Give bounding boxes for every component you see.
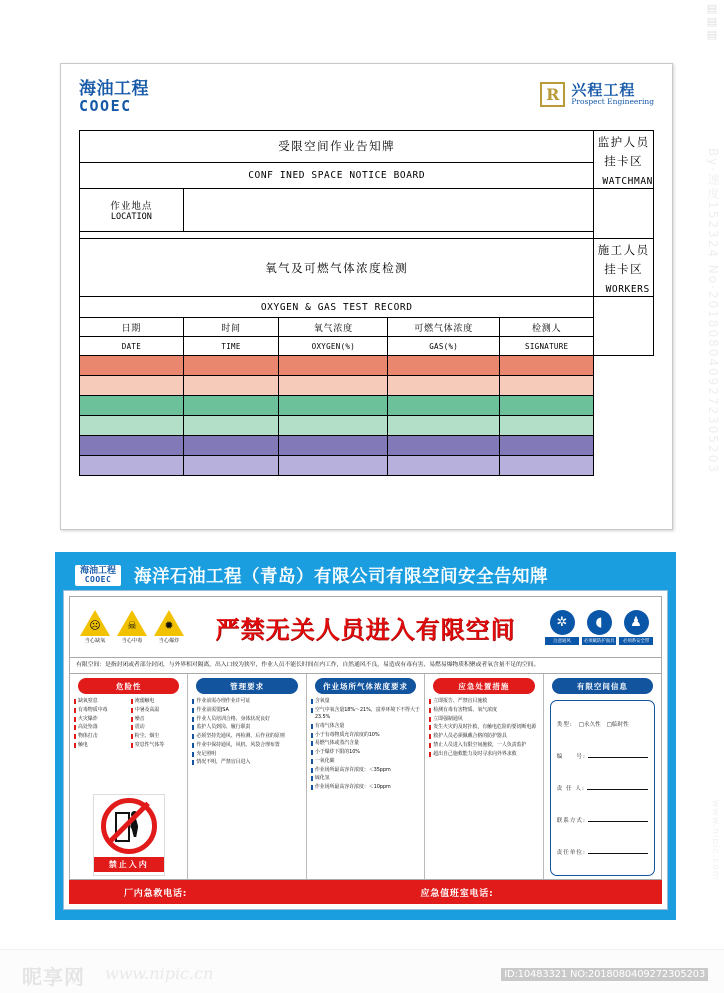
hazard-item: [131, 698, 184, 705]
watchman-card-zone[interactable]: [594, 189, 654, 239]
bullet-text: 充足照明: [196, 750, 217, 757]
prospect-mark-icon: R: [540, 82, 565, 107]
gas-record-cell[interactable]: [80, 396, 184, 416]
bullet-text: 超出自己施救能力及时寻求向外界求救: [433, 750, 517, 757]
bullet-text: 作业中保持通风，风机、风袋合理布置: [196, 741, 280, 748]
col-header-signature-cn: 检测人: [500, 318, 594, 337]
table-row: [80, 189, 654, 232]
col-header-time-en: TIME: [183, 337, 279, 356]
bullet-text: 缺氧窒息: [78, 698, 98, 705]
warning-triangle-icon: [154, 610, 184, 636]
bullet-text: 监护人员到岗、履行职责: [196, 724, 251, 731]
notice-title-cn: 受限空间作业告知牌: [80, 131, 594, 163]
bullet-text: 物体打击: [78, 733, 98, 740]
bullet-text: 触电: [78, 741, 88, 748]
watchman-label-en: WATCHMAN: [602, 176, 653, 187]
warning-caption: 当心爆炸: [158, 638, 180, 644]
hazard-item: [74, 742, 127, 749]
emergency-item: [429, 724, 538, 731]
col-header-gas-cn: 可燃气体浓度: [388, 318, 500, 337]
warning-banner: [69, 596, 662, 658]
table-row: [80, 239, 654, 297]
mandatory-icon-set: [545, 610, 657, 645]
gas-record-cell[interactable]: [80, 376, 184, 396]
duty-room-phone[interactable]: [366, 886, 663, 899]
bullet-icon: [429, 725, 431, 730]
notice-title-en: CONF INED SPACE NOTICE BOARD: [80, 162, 594, 188]
bullet-icon: [429, 708, 431, 713]
gas-record-cell[interactable]: [183, 376, 279, 396]
bullet-icon: [192, 699, 194, 704]
mandatory-caption: 注意通风: [545, 637, 579, 645]
mandatory-sign: [545, 610, 579, 645]
spacer-cell: [80, 232, 594, 239]
hazard-item: [131, 742, 184, 749]
hazard-item: [131, 707, 184, 714]
hazard-item: [131, 724, 184, 731]
bullet-icon: [429, 734, 431, 739]
bullet-icon: [74, 743, 76, 748]
column-hazards-header: 危险性: [78, 678, 179, 694]
bullet-icon: [192, 760, 194, 765]
banner-headline: 严禁无关人员进入有限空间: [215, 615, 516, 644]
col-header-gas-en: GAS(%): [388, 337, 500, 356]
warning-caption: 当心中毒: [121, 638, 143, 644]
site-url-watermark: www.nipic.cn: [105, 964, 214, 983]
gas-record-cell[interactable]: [388, 356, 500, 376]
prospect-logo-en: Prospect Engineering: [571, 97, 654, 107]
bullet-text: 禁止人员进入有限空间施救，一人负责监护: [433, 741, 527, 748]
bullet-icon: [131, 743, 133, 748]
bullet-text: 检测有毒有害物质、氧气浓度: [433, 706, 497, 713]
management-item: [192, 751, 301, 758]
bullet-text: 含氧量: [314, 698, 330, 705]
hazard-item: [74, 724, 127, 731]
space-info-field-input[interactable]: [587, 783, 648, 790]
bullet-text: 淹溺触电: [134, 698, 155, 705]
location-value-field[interactable]: [183, 189, 594, 232]
bullet-icon: [192, 708, 194, 713]
mandatory-circle-icon: ✲: [550, 610, 575, 635]
management-item: [192, 716, 301, 723]
gas-record-cell[interactable]: [500, 376, 594, 396]
emergency-item: [429, 751, 538, 758]
board-body: [63, 590, 668, 910]
column-emergency-measures-body: [429, 698, 538, 876]
prospect-engineering-logo: [540, 82, 654, 107]
bullet-text: 立即强制通风: [433, 715, 463, 722]
column-gas-requirements: [307, 674, 425, 879]
warning-sign: [115, 610, 149, 644]
bullet-icon: [311, 776, 313, 781]
hazard-item: [74, 733, 127, 740]
board-title: 海洋石油工程（青岛）有限公司有限空间安全告知牌: [134, 566, 549, 587]
gas-record-cell[interactable]: [500, 416, 594, 436]
space-info-field-label: 责 任 人:: [556, 786, 585, 792]
mandatory-circle-icon: ◖: [587, 610, 612, 635]
bullet-icon: [192, 717, 194, 722]
vertical-watermark: By·速度152324 No·2018080409272305203: [706, 148, 720, 474]
cooec-logo-en: COOEC: [79, 97, 132, 115]
col-header-signature-en: SIGNATURE: [500, 337, 594, 356]
gas-record-row[interactable]: [80, 416, 654, 436]
bullet-text: 作业前需办理作业许可证: [196, 698, 251, 705]
bullet-text: 噪音: [134, 715, 145, 722]
hazard-list-a: [74, 698, 127, 751]
board-cooec-logo: [75, 565, 121, 586]
bullet-text: 作业前需要JSA: [196, 706, 229, 713]
column-space-info: [544, 674, 661, 879]
warning-glyph-icon: ✹: [164, 619, 174, 632]
cooec-logo-cn: 海油工程: [79, 79, 149, 99]
bullet-text: 中暑及高温: [134, 706, 160, 713]
col-header-oxygen-en: OXYGEN(%): [279, 337, 388, 356]
hazard-item: [74, 698, 127, 705]
management-item: [192, 724, 301, 731]
board-logo-en: COOEC: [84, 574, 112, 584]
gas-requirement-item: [311, 723, 420, 730]
bullet-icon: [131, 699, 133, 704]
bullet-text: 火灾爆炸: [78, 715, 98, 722]
space-info-field-row: [557, 783, 648, 792]
bullet-icon: [74, 708, 76, 713]
space-type-label: 类型:: [556, 721, 573, 728]
bullet-text: 震动: [134, 724, 145, 731]
gas-record-cell[interactable]: [80, 436, 184, 456]
bullet-icon: [192, 752, 194, 757]
table-row: [80, 232, 654, 239]
gas-requirement-item: [311, 707, 420, 722]
gas-requirement-item: [311, 749, 420, 756]
bullet-text: 硫化氢: [314, 775, 330, 782]
bullet-icon: [192, 725, 194, 730]
gas-record-row[interactable]: [80, 456, 654, 476]
gas-record-cell[interactable]: [183, 436, 279, 456]
gas-requirement-item: [311, 784, 420, 791]
watchman-header-cell: [594, 131, 654, 189]
workers-card-zone[interactable]: [594, 297, 654, 356]
space-info-field-row: [557, 751, 648, 760]
table-row: [80, 297, 654, 318]
emergency-item: [429, 742, 538, 749]
gas-record-row[interactable]: [80, 356, 654, 376]
col-header-time-cn: 时间: [183, 318, 279, 337]
cooec-logo: [79, 81, 149, 114]
column-emergency-measures-header: 应急处置措施: [433, 678, 534, 694]
bullet-icon: [74, 717, 76, 722]
bullet-text: 一氧化碳: [314, 757, 335, 764]
workers-label-en: WORKERS: [605, 284, 650, 295]
gas-record-cell[interactable]: [183, 456, 279, 476]
no-entry-graphic: [93, 794, 165, 876]
gas-record-cell[interactable]: [279, 376, 388, 396]
workers-header-cell: [594, 239, 654, 297]
bullet-text: 立即报告、严禁盲目施救: [433, 698, 488, 705]
image-id-watermark: ID:10483321 NO:2018080409272305203: [501, 968, 708, 981]
plant-emergency-phone[interactable]: [69, 886, 366, 899]
col-header-date-en: DATE: [80, 337, 184, 356]
gas-record-title-en: OXYGEN & GAS TEST RECORD: [80, 297, 594, 318]
bullet-icon: [192, 734, 194, 739]
gas-requirement-item: [311, 758, 420, 765]
gas-record-cell[interactable]: [183, 356, 279, 376]
emergency-item: [429, 698, 538, 705]
bullet-icon: [311, 785, 313, 790]
location-label-en: LOCATION: [110, 212, 152, 222]
bullet-icon: [131, 725, 133, 730]
space-info-field-row: [557, 847, 648, 856]
space-info-field-label: 责任单位:: [556, 850, 586, 857]
vertical-watermark-small: www.nipic.com: [710, 800, 720, 881]
gas-record-row[interactable]: [80, 436, 654, 456]
gas-record-cell[interactable]: [279, 456, 388, 476]
bullet-text: 必须坚持先通风、再检测、后作业的原则: [196, 733, 285, 740]
management-item: [192, 759, 301, 766]
space-info-field-row: [557, 815, 648, 824]
bullet-icon: [311, 724, 313, 729]
warning-glyph-icon: ☹: [89, 619, 101, 632]
col-header-oxygen-cn: 氧气浓度: [279, 318, 388, 337]
prospect-logo-text: [571, 80, 654, 107]
warning-glyph-icon: ☠: [127, 619, 137, 632]
bullet-icon: [311, 741, 313, 746]
table-header-row: [80, 337, 654, 356]
bullet-text: 救护人员必须佩戴合格的防护器具: [433, 733, 507, 740]
col-header-date-cn: 日期: [80, 318, 184, 337]
column-gas-requirements-body: [311, 698, 420, 876]
bullet-text: 高处坠落: [78, 724, 98, 731]
location-label-cn: 作业地点: [110, 201, 153, 212]
space-type-option[interactable]: □临时性: [606, 721, 629, 728]
gas-record-cell[interactable]: [388, 396, 500, 416]
table-row: [80, 131, 654, 163]
management-item: [192, 698, 301, 705]
management-item: [192, 733, 301, 740]
bullet-icon: [131, 734, 133, 739]
gas-record-cell[interactable]: [279, 436, 388, 456]
space-info-form[interactable]: [550, 700, 655, 876]
gas-record-title-cn: 氧气及可燃气体浓度检测: [80, 239, 594, 297]
bullet-icon: [429, 717, 431, 722]
gas-record-cell[interactable]: [388, 456, 500, 476]
bullet-text: 小于爆炸下限的10%: [314, 749, 360, 756]
column-space-info-header: 有限空间信息: [552, 678, 653, 694]
column-gas-requirements-header: 作业场所气体浓度要求: [315, 678, 416, 694]
bullet-text: 空气中氧含量18%～21%，富养环境下不得大于23.5%: [314, 706, 420, 721]
gas-record-cell[interactable]: [388, 376, 500, 396]
space-info-field-label: 编 号:: [556, 753, 586, 760]
bullet-icon: [311, 768, 313, 773]
gas-record-cell[interactable]: [500, 436, 594, 456]
prospect-logo-cn: 兴程工程: [571, 80, 636, 99]
space-type-option[interactable]: □永久性: [578, 721, 601, 728]
bullet-text: 粉尘、烟尘: [134, 733, 160, 740]
duty-room-label: 应急值班室电话:: [420, 888, 494, 899]
board-logo-cn: 海油工程: [80, 565, 117, 576]
warning-caption: 当心缺氧: [84, 638, 106, 644]
space-info-field-input[interactable]: [588, 751, 648, 758]
emergency-item: [429, 733, 538, 740]
warning-sign: [152, 610, 186, 644]
bullet-text: 窒息性气体等: [134, 741, 165, 748]
bullet-icon: [131, 717, 133, 722]
warning-triangle-icon: [117, 610, 147, 636]
gas-requirement-item: [311, 732, 420, 739]
warning-triangle-icon: [80, 610, 110, 636]
bullet-icon: [429, 743, 431, 748]
workers-label-cn: 施工人员挂卡区: [597, 243, 650, 276]
column-hazards-body: [74, 698, 183, 790]
gas-record-cell[interactable]: [80, 416, 184, 436]
gas-requirement-item: [311, 740, 420, 747]
gas-record-cell[interactable]: [500, 356, 594, 376]
confined-space-definition: 有限空间：是指封闭或者部分封闭，与外界相对隔离，出入口较为狭窄，作业人员不能长时间在内工作，自然通风不良，易造成有毒有害、易燃易爆物质积聚或者氧含量不足的空间。: [69, 658, 662, 674]
no-entry-sign: [93, 794, 165, 876]
bullet-text: 作业场所最高容许浓度：＜10ppm: [314, 784, 391, 791]
gas-record-entry-rows: [80, 356, 654, 476]
mandatory-sign: [582, 610, 616, 645]
mandatory-circle-icon: ♟: [624, 610, 649, 635]
gas-record-cell[interactable]: [388, 436, 500, 456]
confined-space-notice-table: [79, 130, 654, 476]
bullet-text: 小于有毒物质允许浓度的10%: [314, 731, 380, 738]
card-logo-row: [79, 81, 654, 126]
bullet-text: 作业人员培训合格、身体状况良好: [196, 715, 270, 722]
mandatory-caption: 必须戴防护面具: [583, 638, 615, 644]
hazard-list-b: [131, 698, 184, 751]
gas-record-cell[interactable]: [279, 396, 388, 416]
site-logo-watermark: 昵享网: [22, 965, 85, 989]
gas-record-cell[interactable]: [279, 356, 388, 376]
gas-record-cell[interactable]: [500, 396, 594, 416]
bullet-icon: [429, 699, 431, 704]
notice-board-card: [60, 63, 673, 530]
table-row: [80, 162, 654, 188]
bullet-text: 易燃气体或蒸汽含量: [314, 740, 359, 747]
corner-watermark-icon: ▤ ▤ ▤: [706, 2, 718, 41]
management-item: [192, 742, 301, 749]
column-management-body: [192, 698, 301, 876]
gas-requirement-item: [311, 767, 420, 774]
bullet-text: 情况不明，严禁盲目进入: [196, 759, 251, 766]
gas-record-cell[interactable]: [183, 396, 279, 416]
safety-notice-board: [55, 552, 676, 920]
bullet-text: 有毒气体含量: [314, 722, 345, 729]
column-management: [188, 674, 306, 879]
info-columns: [69, 674, 662, 880]
no-entry-icon: [101, 798, 157, 854]
bullet-icon: [74, 734, 76, 739]
hazard-item: [131, 716, 184, 723]
bullet-icon: [311, 759, 313, 764]
gas-requirement-item: [311, 698, 420, 705]
hazard-item: [74, 707, 127, 714]
column-management-header: 管理要求: [196, 678, 297, 694]
emergency-item: [429, 716, 538, 723]
bullet-text: 有毒物质中毒: [78, 706, 108, 713]
location-header-cell: [80, 189, 184, 232]
emergency-phone-bar: [69, 880, 662, 904]
space-type-row: [557, 720, 648, 728]
gas-record-cell[interactable]: [500, 456, 594, 476]
management-item: [192, 707, 301, 714]
table-header-row: [80, 318, 654, 337]
mandatory-sign: [619, 610, 653, 645]
bullet-icon: [311, 708, 313, 713]
bullet-icon: [74, 699, 76, 704]
gas-record-cell[interactable]: [279, 416, 388, 436]
gas-record-cell[interactable]: [388, 416, 500, 436]
watchman-label-cn: 监护人员挂卡区: [597, 135, 650, 168]
gas-record-row[interactable]: [80, 396, 654, 416]
hazard-item: [74, 716, 127, 723]
gas-record-row[interactable]: [80, 376, 654, 396]
gas-record-cell[interactable]: [183, 416, 279, 436]
space-info-field-input[interactable]: [588, 847, 648, 854]
bullet-icon: [311, 733, 313, 738]
bullet-text: 作业场所最高容许浓度：＜35ppm: [314, 766, 391, 773]
warning-icon-set: [74, 610, 186, 644]
bullet-icon: [131, 708, 133, 713]
no-entry-label: 禁止入内: [94, 857, 164, 872]
bullet-icon: [192, 743, 194, 748]
emergency-item: [429, 707, 538, 714]
bullet-icon: [311, 750, 313, 755]
hazard-item: [131, 733, 184, 740]
warning-sign: [78, 610, 112, 644]
column-emergency-measures: [425, 674, 543, 879]
gas-requirement-item: [311, 775, 420, 782]
bullet-icon: [429, 752, 431, 757]
space-info-field-label: 联系方式:: [556, 818, 586, 825]
gas-record-cell[interactable]: [80, 456, 184, 476]
plant-emergency-label: 厂内急救电话:: [124, 888, 188, 899]
bullet-text: 发生火灾的及时扑救，有触电危险的要切断电源: [433, 724, 537, 731]
space-info-field-input[interactable]: [588, 815, 648, 822]
board-header: [63, 560, 668, 590]
bullet-icon: [74, 725, 76, 730]
gas-record-cell[interactable]: [80, 356, 184, 376]
watermark-bar: [0, 949, 724, 993]
bullet-icon: [311, 699, 313, 704]
column-hazards: [70, 674, 188, 879]
mandatory-caption: 必须系安全带: [619, 637, 653, 645]
